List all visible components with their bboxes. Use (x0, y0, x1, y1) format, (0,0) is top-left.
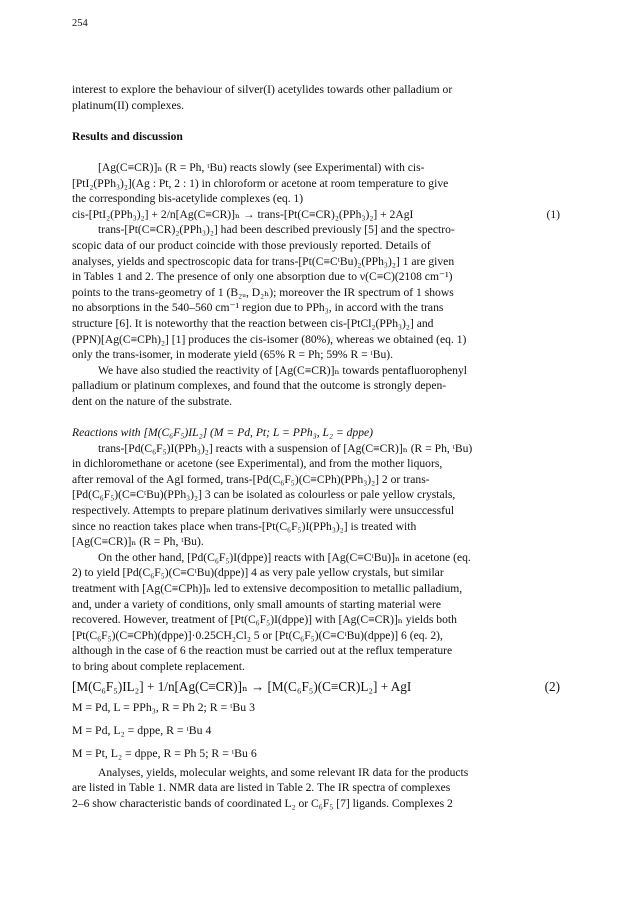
text-line: 2–6 show characteristic bands of coordinated L₂ or C₆F₅ [7] ligands. Complexes 2 (72, 796, 453, 810)
equation-2-text: [M(C₆F₅)IL₂] + 1/n[Ag(C≡CR)]ₙ → [M(C₆F₅)(C≡CR)L₂] + AgI (72, 678, 412, 694)
text-line: the corresponding bis-acetylide complexes (eq. 1) (72, 192, 304, 206)
text-line: trans-[Pd(C₆F₅)I(PPh₃)₂] reacts with a suspension of [Ag(C≡CR)]ₙ (R = Ph, ᵗBu) (98, 441, 473, 455)
text-line: are listed in Table 1. NMR data are listed in Table 2. The IR spectra of complexes (72, 781, 451, 795)
text-line: recovered. However, treatment of [Pt(C₆F₅)I(dppe)] with [Ag(C≡CR)]ₙ yields both (72, 613, 457, 627)
subsection-heading: Reactions with [M(C₆F₅)IL₂] (M = Pd, Pt; L = PPh₃, L₂ = dppe) (72, 426, 374, 440)
text-line: to bring about complete replacement. (72, 659, 245, 673)
text-line: [Ag(C≡CR)]ₙ (R = Ph, ᵗBu) reacts slowly (see Experimental) with cis- (98, 160, 425, 174)
text-line: structure [6]. It is noteworthy that the reaction between cis-[PtCl₂(PPh₃)₂] and (72, 316, 434, 330)
text-line: Analyses, yields, molecular weights, and some relevant IR data for the products (98, 765, 469, 779)
equation-2-number: (2) (544, 678, 560, 694)
page-number: 254 (72, 18, 88, 29)
text-line: after removal of the AgI formed, trans-[Pd(C₆F₅)(C≡CPh)(PPh₃)₂] 2 or trans- (72, 472, 430, 486)
text-line: [Pt(C₆F₅)(C≡CPh)(dppe)]·0.25CH₂Cl₂ 5 or [Pt(C₆F₅)(C≡CᵗBu)(dppe)] 6 (eq. 2), (72, 628, 443, 642)
text-line: respectively. Attempts to prepare platinum derivatives similarly were unsuccessful (72, 504, 455, 518)
text-line: only the trans-isomer, in moderate yield (65% R = Ph; 59% R = ᵗBu). (72, 348, 394, 362)
text-line: although in the case of 6 the reaction must be carried out at the reflux temperature (72, 644, 453, 658)
text-line: 2) to yield [Pd(C₆F₅)(C≡CᵗBu)(dppe)] 4 as very pale yellow crystals, but similar (72, 566, 444, 580)
text-line: platinum(II) complexes. (72, 98, 185, 112)
text-line: [PtI₂(PPh₃)₂](Ag : Pt, 2 : 1) in chloroform or acetone at room temperature to give (72, 176, 449, 190)
text-line: trans-[Pt(C≡CR)₂(PPh₃)₂] had been described previously [5] and the spectro- (98, 223, 455, 237)
text-line: and, under a variety of conditions, only small amounts of starting material were (72, 597, 441, 611)
equation-1-number: (1) (546, 207, 560, 221)
text-line: (PPN)[Ag(C≡CPh)₂] [1] produces the cis-isomer (80%), whereas we obtained (eq. 1) (72, 332, 467, 346)
text-line: We have also studied the reactivity of [Ag(C≡CR)]ₙ towards pentafluorophenyl (98, 363, 467, 377)
text-line: analyses, yields and spectroscopic data for trans-[Pt(C≡CᵗBu)₂(PPh₃)₂] 1 are given (72, 254, 455, 268)
definition-line: M = Pd, L₂ = dppe, R = ᵗBu 4 (72, 722, 212, 737)
equation-2 (72, 678, 560, 696)
text-line: no absorptions in the 540–560 cm⁻¹ region due to PPh₃, in accord with the trans (72, 301, 444, 315)
text-line: points to the trans-geometry of 1 (B₂ᵤ, D₂ₕ); moreover the IR spectrum of 1 shows (72, 285, 454, 299)
text-line: [Ag(C≡CR)]ₙ (R = Ph, ᵗBu). (72, 535, 204, 549)
text-line: On the other hand, [Pd(C₆F₅)I(dppe)] reacts with [Ag(C≡CᵗBu)]ₙ in acetone (eq. (98, 550, 471, 564)
equation-2-definitions (72, 696, 560, 765)
text-line: treatment with [Ag(C≡CPh)]ₙ led to extensive decomposition to metallic palladium, (72, 582, 463, 595)
equation-1 (72, 207, 560, 223)
definition-line: M = Pd, L = PPh₃, R = Ph 2; R = ᵗBu 3 (72, 699, 255, 714)
text-line: dent on the nature of the substrate. (72, 394, 233, 408)
text-line: [Pd(C₆F₅)(C≡CᵗBu)(PPh₃)₂] 3 can be isolated as colourless or pale yellow crystals, (72, 488, 456, 502)
text-line: in Tables 1 and 2. The presence of only one absorption due to ν(C≡C)(2108 cm⁻¹) (72, 270, 453, 284)
text-line: palladium or platinum complexes, and found that the outcome is strongly depen- (72, 379, 447, 393)
text-line: since no reaction takes place when trans-[Pt(C₆F₅)I(PPh₃)₂] is treated with (72, 519, 417, 533)
section-heading: Results and discussion (72, 129, 183, 143)
equation-1-text: cis-[PtI₂(PPh₃)₂] + 2/n[Ag(C≡CR)]ₙ → trans-[Pt(C≡CR)₂(PPh₃)₂] + 2AgI (72, 207, 414, 221)
text-line: scopic data of our product coincide with those previously reported. Details of (72, 238, 431, 252)
definition-line: M = Pt, L₂ = dppe, R = Ph 5; R = ᵗBu 6 (72, 745, 257, 760)
text-line: interest to explore the behaviour of silver(I) acetylides towards other palladium or (72, 83, 453, 96)
body-text (72, 82, 560, 811)
text-line: in dichloromethane or acetone (see Experimental), and from the mother liquors, (72, 457, 443, 471)
